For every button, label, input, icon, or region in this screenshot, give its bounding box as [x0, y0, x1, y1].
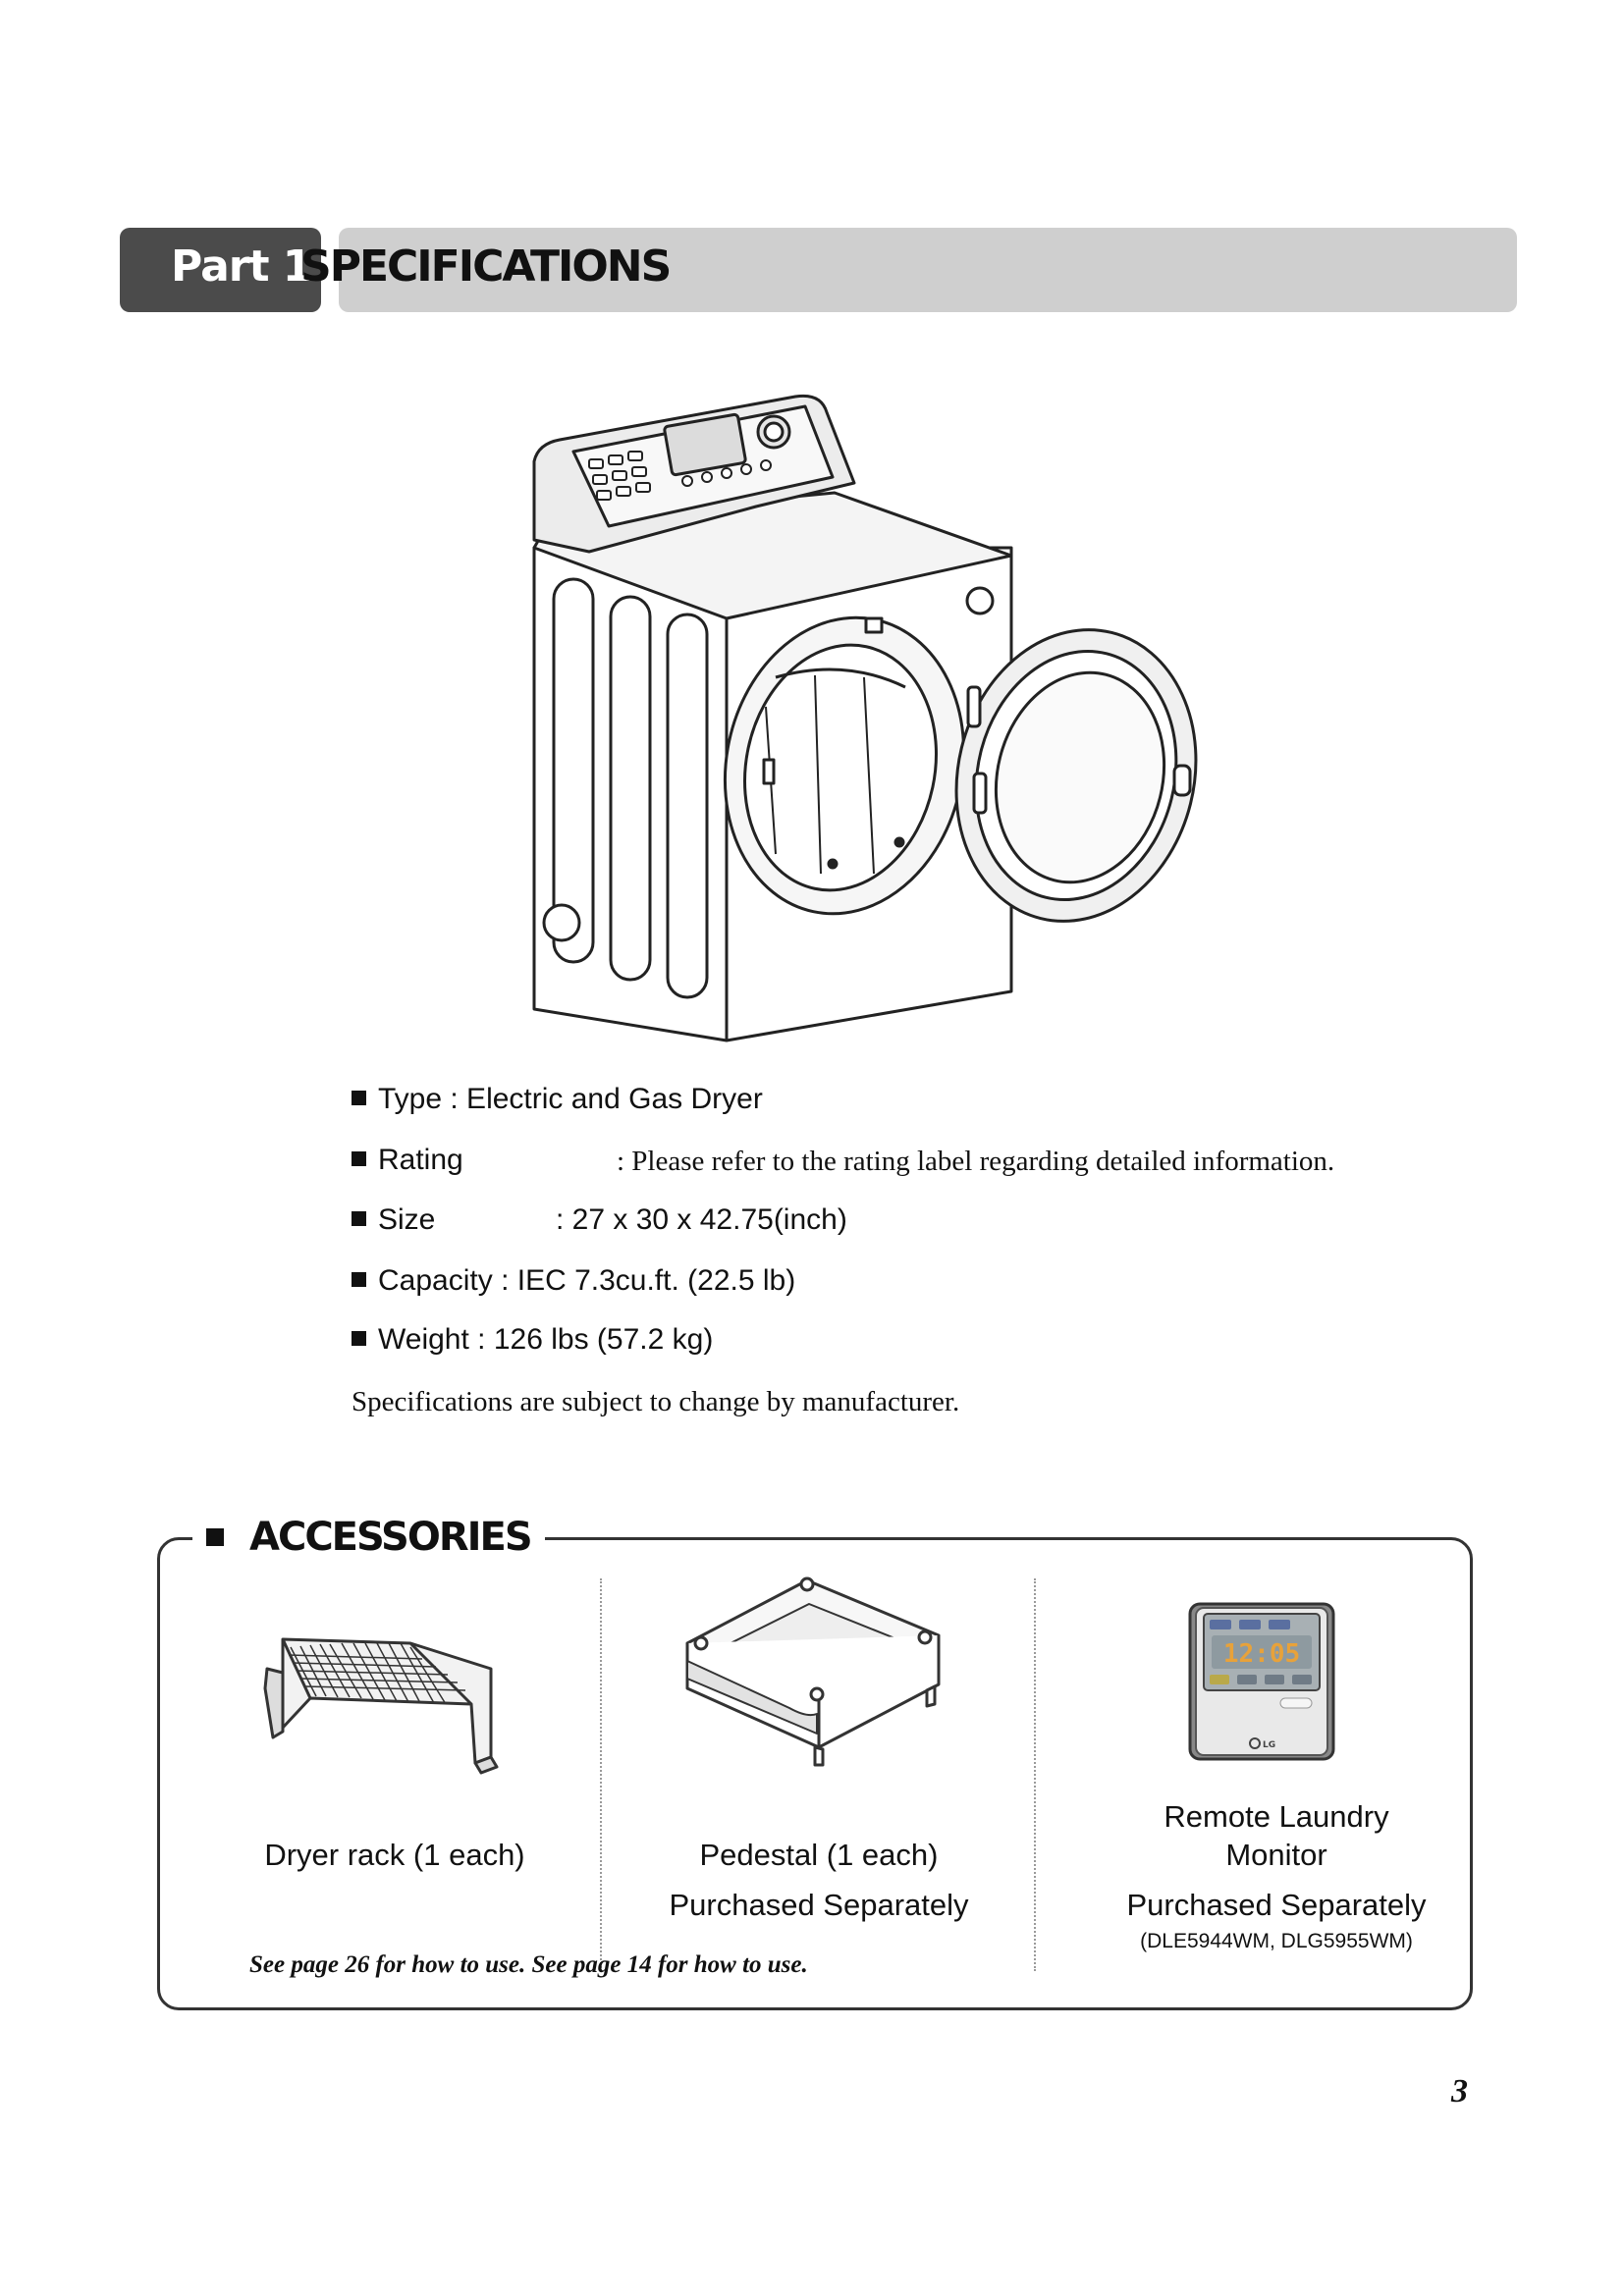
spec-note: Specifications are subject to change by manufacturer. — [352, 1386, 960, 1417]
spec-weight-value: : 126 lbs (57.2 kg) — [477, 1323, 714, 1356]
accessories-heading — [192, 1508, 545, 1567]
bullet-icon — [352, 1091, 366, 1105]
bullet-icon — [352, 1331, 366, 1346]
spec-capacity — [352, 1263, 795, 1299]
remote-monitor-label-line2: Monitor — [1225, 1838, 1327, 1872]
spec-type-label: Type — [378, 1083, 443, 1115]
spec-type-value: : Electric and Gas Dryer — [450, 1083, 763, 1115]
remote-monitor-purchase-note: Purchased Separately — [1126, 1888, 1427, 1922]
bullet-icon — [352, 1211, 366, 1226]
bullet-icon — [206, 1528, 224, 1546]
spec-capacity-value: : IEC 7.3cu.ft. (22.5 lb) — [501, 1264, 796, 1297]
spec-size-label: Size — [378, 1203, 436, 1236]
spec-weight-label: Weight — [378, 1323, 469, 1356]
monitor-brand: LG — [1263, 1740, 1276, 1750]
spec-type — [352, 1082, 763, 1117]
column-divider — [600, 1578, 602, 1971]
accessories-title: ACCESSORIES — [249, 1515, 531, 1560]
pedestal-label: Pedestal (1 each) — [699, 1838, 939, 1872]
dryer-rack-illustration — [253, 1629, 503, 1777]
spec-size-value: : 27 x 30 x 42.75(inch) — [556, 1203, 847, 1236]
spec-rating — [352, 1143, 463, 1178]
remote-monitor-illustration — [1186, 1600, 1337, 1763]
accessories-footnote: See page 26 for how to use. See page 14 for how to use. — [249, 1951, 808, 1978]
dryer-rack-label: Dryer rack (1 each) — [264, 1838, 525, 1872]
pedestal-purchase-note: Purchased Separately — [669, 1888, 969, 1922]
pedestal-illustration — [679, 1571, 947, 1777]
spec-size — [352, 1202, 435, 1238]
page-title: SPECIFICATIONS — [300, 241, 671, 292]
remote-monitor-label-line1: Remote Laundry — [1164, 1799, 1389, 1834]
page-number: 3 — [1451, 2073, 1468, 2109]
bullet-icon — [352, 1151, 366, 1166]
bullet-icon — [352, 1272, 366, 1287]
monitor-display-time: 12:05 — [1222, 1639, 1301, 1669]
column-divider — [1034, 1578, 1036, 1971]
dryer-illustration — [520, 383, 1237, 1050]
spec-capacity-label: Capacity — [378, 1264, 493, 1297]
remote-monitor-models: (DLE5944WM, DLG5955WM) — [1140, 1930, 1413, 1952]
spec-rating-value: : Please refer to the rating label regarding detailed information. — [617, 1146, 1335, 1177]
spec-weight — [352, 1322, 713, 1358]
spec-rating-label: Rating — [378, 1144, 463, 1176]
part-label: Part 1 — [171, 241, 312, 292]
